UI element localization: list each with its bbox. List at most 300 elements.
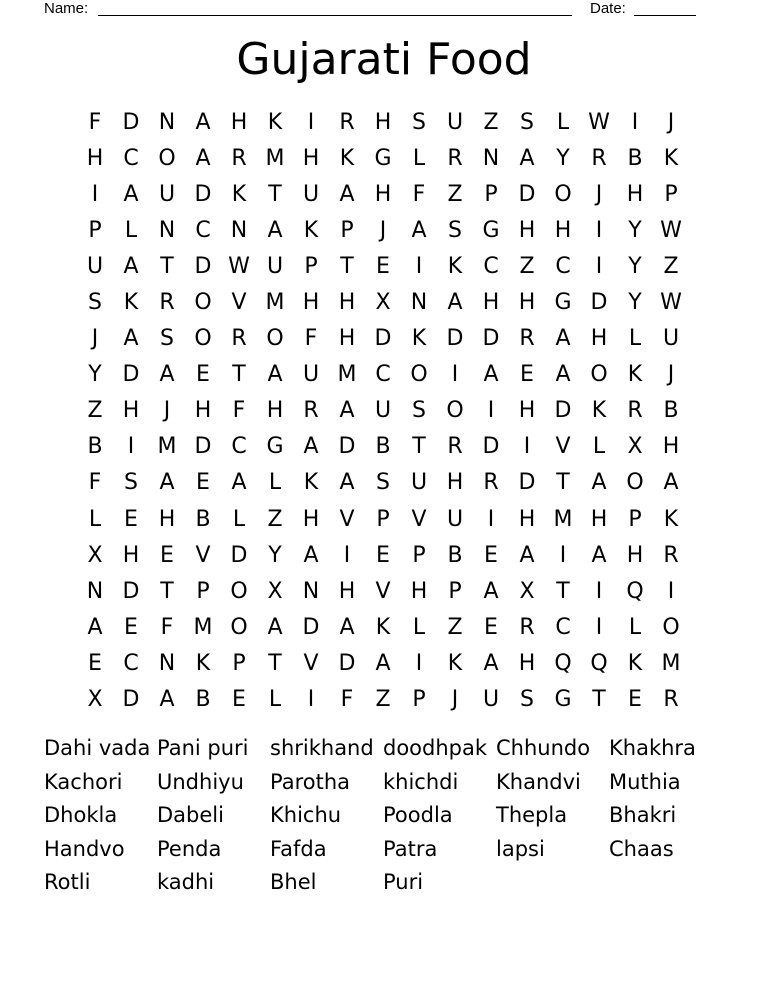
grid-letter: O <box>194 326 212 352</box>
grid-letter: L <box>124 217 138 243</box>
grid-letter: V <box>195 542 211 568</box>
grid-letter: R <box>447 145 463 171</box>
grid-letter: H <box>518 217 536 243</box>
grid-letter: R <box>483 470 499 496</box>
grid-letter: N <box>158 217 176 243</box>
grid-letter: O <box>410 362 428 388</box>
grid-letter: K <box>627 650 643 676</box>
grid-letter: O <box>554 181 572 207</box>
grid-letter: C <box>555 614 571 640</box>
grid-letter: R <box>231 326 247 352</box>
grid-letter: P <box>412 687 426 713</box>
grid-letter: A <box>555 362 571 388</box>
grid-letter: R <box>627 398 643 424</box>
grid-letter: C <box>123 650 139 676</box>
grid-letter: A <box>267 217 283 243</box>
grid-letter: P <box>88 217 102 243</box>
grid-letter: P <box>412 542 426 568</box>
grid-letter: G <box>482 217 500 243</box>
grid-letter: H <box>518 650 536 676</box>
grid-letter: V <box>339 506 355 532</box>
grid-letter: S <box>448 217 462 243</box>
grid-letter: J <box>379 217 387 243</box>
grid-letter: L <box>556 109 570 135</box>
word-list-item: Dahi vada <box>44 736 151 760</box>
grid-letter: Z <box>447 181 463 207</box>
grid-letter: U <box>266 253 284 279</box>
grid-letter: H <box>626 542 644 568</box>
grid-letter: F <box>160 614 174 640</box>
grid-letter: L <box>232 506 246 532</box>
word-list <box>44 732 722 900</box>
grid-letter: Z <box>663 253 679 279</box>
grid-letter: B <box>87 434 103 460</box>
word-list-item: Patra <box>383 836 438 861</box>
word-list-item: Dabeli <box>157 803 224 827</box>
word-list-item: Chhundo <box>496 736 591 760</box>
grid-letter: K <box>663 506 679 532</box>
grid-letter: C <box>483 253 499 279</box>
grid-letter: A <box>555 326 571 352</box>
grid-letter: H <box>194 398 212 424</box>
word-list-item: Penda <box>157 836 222 861</box>
date-label: Date: <box>590 0 626 17</box>
grid-letter: D <box>302 614 320 640</box>
grid-letter: E <box>124 506 138 532</box>
grid-letter: E <box>196 362 210 388</box>
grid-letter: X <box>267 578 283 604</box>
grid-letter: H <box>554 217 572 243</box>
grid-letter: T <box>592 687 606 713</box>
grid-letter: D <box>122 362 140 388</box>
grid-letter: V <box>231 290 247 316</box>
page-title: Gujarati Food <box>236 34 532 85</box>
grid-letter: S <box>376 470 390 496</box>
grid-letter: D <box>482 434 500 460</box>
grid-letter: A <box>123 181 139 207</box>
grid-letter: L <box>268 470 282 496</box>
word-list-item: Kachori <box>44 769 123 794</box>
grid-letter: I <box>595 217 603 243</box>
grid-letter: D <box>374 326 392 352</box>
grid-letter: B <box>447 542 463 568</box>
grid-letter: I <box>523 434 531 460</box>
grid-letter: C <box>555 253 571 279</box>
grid-letter: L <box>412 614 426 640</box>
grid-letter: Z <box>519 253 535 279</box>
grid-letter: Q <box>554 650 572 676</box>
grid-letter: R <box>591 145 607 171</box>
grid-letter: E <box>376 253 390 279</box>
grid-letter: I <box>595 253 603 279</box>
grid-letter: H <box>338 326 356 352</box>
grid-letter: R <box>339 109 355 135</box>
grid-letter: D <box>446 326 464 352</box>
grid-letter: H <box>590 506 608 532</box>
grid-letter: P <box>628 506 642 532</box>
grid-letter: L <box>268 687 282 713</box>
grid-letter: A <box>411 217 427 243</box>
grid-letter: K <box>627 362 643 388</box>
word-list-item: Thepla <box>496 803 568 827</box>
grid-letter: I <box>91 181 99 207</box>
grid-letter: X <box>519 578 535 604</box>
grid-letter: J <box>595 181 603 207</box>
date-blank-line <box>634 15 696 16</box>
grid-letter: A <box>159 362 175 388</box>
grid-letter: R <box>519 326 535 352</box>
grid-letter: L <box>628 614 642 640</box>
worksheet-header <box>0 0 768 20</box>
word-list-item: Dhokla <box>44 803 118 827</box>
word-list-item: Parotha <box>270 769 351 794</box>
grid-letter: H <box>158 506 176 532</box>
grid-letter: P <box>304 253 318 279</box>
grid-letter: G <box>266 434 284 460</box>
grid-letter: S <box>88 290 102 316</box>
grid-letter: I <box>595 614 603 640</box>
grid-letter: D <box>554 398 572 424</box>
grid-letter: K <box>123 290 139 316</box>
grid-letter: I <box>127 434 135 460</box>
grid-letter: Z <box>483 109 499 135</box>
grid-letter: C <box>375 362 391 388</box>
grid-letter: H <box>122 398 140 424</box>
grid-letter: H <box>374 181 392 207</box>
word-list-item: Khandvi <box>496 769 581 794</box>
grid-letter: Y <box>268 542 282 568</box>
name-blank-line <box>98 15 572 16</box>
word-list-item: Rotli <box>44 870 91 894</box>
grid-letter: N <box>302 578 320 604</box>
grid-letter: H <box>266 398 284 424</box>
grid-letter: R <box>663 542 679 568</box>
name-label: Name: <box>44 0 89 17</box>
grid-letter: U <box>302 362 320 388</box>
grid-letter: D <box>518 470 536 496</box>
grid-letter: L <box>412 145 426 171</box>
grid-letter: R <box>663 687 679 713</box>
grid-letter: S <box>160 326 174 352</box>
grid-letter: J <box>667 362 675 388</box>
grid-letter: H <box>590 326 608 352</box>
word-list-item: Bhakri <box>609 803 677 827</box>
grid-letter: A <box>159 470 175 496</box>
grid-letter: W <box>660 290 682 316</box>
grid-letter: P <box>484 181 498 207</box>
grid-letter: V <box>555 434 571 460</box>
grid-letter: O <box>662 614 680 640</box>
grid-letter: H <box>302 145 320 171</box>
grid-letter: C <box>195 217 211 243</box>
grid-letter: A <box>339 181 355 207</box>
grid-letter: G <box>374 145 392 171</box>
grid-letter: V <box>303 650 319 676</box>
grid-letter: C <box>123 145 139 171</box>
grid-letter: H <box>230 109 248 135</box>
grid-letter: E <box>376 542 390 568</box>
grid-letter: I <box>595 578 603 604</box>
grid-letter: X <box>627 434 643 460</box>
word-list-item: Puri <box>383 870 424 894</box>
word-list-item: lapsi <box>496 836 545 861</box>
grid-letter: P <box>664 181 678 207</box>
word-list-item: Muthia <box>609 769 681 794</box>
grid-letter: U <box>374 398 392 424</box>
grid-letter: A <box>591 470 607 496</box>
grid-letter: N <box>158 109 176 135</box>
grid-letter: W <box>228 253 250 279</box>
grid-letter: U <box>158 181 176 207</box>
grid-letter: A <box>267 614 283 640</box>
grid-letter: D <box>194 253 212 279</box>
word-list-item: Bhel <box>270 870 317 894</box>
word-list-item: Chaas <box>609 836 674 861</box>
grid-letter: R <box>303 398 319 424</box>
grid-letter: D <box>518 181 536 207</box>
grid-letter: R <box>519 614 535 640</box>
grid-letter: P <box>232 650 246 676</box>
grid-letter: H <box>302 506 320 532</box>
grid-letter: D <box>122 109 140 135</box>
grid-letter: B <box>663 398 679 424</box>
grid-letter: E <box>196 470 210 496</box>
grid-letter: S <box>124 470 138 496</box>
grid-letter: A <box>159 687 175 713</box>
grid-letter: K <box>303 470 319 496</box>
grid-letter: H <box>446 470 464 496</box>
grid-letter: U <box>302 181 320 207</box>
grid-letter: A <box>123 253 139 279</box>
word-list-item: Pani puri <box>157 736 249 760</box>
grid-letter: T <box>412 434 426 460</box>
grid-letter: B <box>195 506 211 532</box>
grid-letter: I <box>667 578 675 604</box>
grid-letter: O <box>230 614 248 640</box>
grid-letter: I <box>343 542 351 568</box>
grid-letter: A <box>303 542 319 568</box>
grid-letter: M <box>193 614 213 640</box>
grid-letter: Q <box>626 578 644 604</box>
grid-letter: N <box>482 145 500 171</box>
word-list-item: khichdi <box>383 769 459 794</box>
grid-letter: I <box>487 506 495 532</box>
grid-letter: M <box>265 145 285 171</box>
grid-letter: I <box>307 109 315 135</box>
grid-letter: A <box>195 145 211 171</box>
grid-letter: T <box>268 181 282 207</box>
grid-letter: T <box>340 253 354 279</box>
grid-letter: A <box>339 398 355 424</box>
grid-letter: E <box>628 687 642 713</box>
grid-letter: A <box>591 542 607 568</box>
grid-letter: D <box>482 326 500 352</box>
grid-letter: A <box>195 109 211 135</box>
grid-letter: T <box>556 578 570 604</box>
grid-letter: R <box>231 145 247 171</box>
grid-letter: M <box>661 650 681 676</box>
grid-letter: B <box>375 434 391 460</box>
grid-letter: F <box>232 398 246 424</box>
word-list-item: Khichu <box>270 803 342 827</box>
grid-letter: D <box>590 290 608 316</box>
grid-letter: Z <box>267 506 283 532</box>
grid-letter: H <box>518 506 536 532</box>
grid-letter: Y <box>88 362 102 388</box>
grid-letter: T <box>268 650 282 676</box>
grid-letter: O <box>626 470 644 496</box>
grid-letter: O <box>590 362 608 388</box>
grid-letter: S <box>520 687 534 713</box>
grid-letter: H <box>662 434 680 460</box>
grid-letter: O <box>158 145 176 171</box>
grid-letter: H <box>482 290 500 316</box>
grid-letter: H <box>410 578 428 604</box>
grid-letter: D <box>338 650 356 676</box>
grid-letter: D <box>194 434 212 460</box>
grid-letter: J <box>163 398 171 424</box>
word-list-item: Fafda <box>270 836 327 861</box>
grid-letter: A <box>303 434 319 460</box>
grid-letter: F <box>340 687 354 713</box>
grid-letter: E <box>88 650 102 676</box>
grid-letter: A <box>267 362 283 388</box>
grid-letter: L <box>88 506 102 532</box>
grid-letter: A <box>483 578 499 604</box>
grid-letter: U <box>446 109 464 135</box>
grid-letter: H <box>302 290 320 316</box>
grid-letter: F <box>88 470 102 496</box>
grid-letter: K <box>663 145 679 171</box>
grid-letter: P <box>376 506 390 532</box>
grid-letter: O <box>266 326 284 352</box>
grid-letter: L <box>628 326 642 352</box>
grid-letter: Y <box>556 145 570 171</box>
grid-letter: H <box>518 290 536 316</box>
grid-letter: L <box>592 434 606 460</box>
grid-letter: I <box>307 687 315 713</box>
grid-letter: W <box>588 109 610 135</box>
grid-letter: A <box>519 145 535 171</box>
grid-letter: H <box>518 398 536 424</box>
grid-letter: D <box>122 578 140 604</box>
grid-letter: A <box>519 542 535 568</box>
grid-letter: N <box>230 217 248 243</box>
grid-letter: T <box>232 362 246 388</box>
grid-letter: D <box>338 434 356 460</box>
grid-letter: A <box>339 470 355 496</box>
grid-letter: X <box>87 542 103 568</box>
grid-letter: O <box>194 290 212 316</box>
grid-letter: I <box>451 362 459 388</box>
word-list-item: doodhpak <box>383 736 488 760</box>
grid-letter: H <box>626 181 644 207</box>
grid-letter: R <box>447 434 463 460</box>
grid-letter: I <box>415 253 423 279</box>
grid-letter: E <box>520 362 534 388</box>
grid-letter: J <box>91 326 99 352</box>
grid-letter: M <box>337 362 357 388</box>
grid-letter: H <box>338 290 356 316</box>
grid-letter: Y <box>628 217 642 243</box>
grid-letter: V <box>411 506 427 532</box>
grid-letter: U <box>410 470 428 496</box>
letter-grid <box>77 104 689 718</box>
grid-letter: S <box>412 398 426 424</box>
word-list-item: kadhi <box>157 870 215 894</box>
grid-letter: I <box>631 109 639 135</box>
grid-letter: D <box>194 181 212 207</box>
grid-letter: Z <box>87 398 103 424</box>
grid-letter: J <box>451 687 459 713</box>
grid-letter: K <box>591 398 607 424</box>
grid-letter: T <box>160 578 174 604</box>
grid-letter: N <box>158 650 176 676</box>
grid-letter: H <box>122 542 140 568</box>
grid-letter: K <box>447 253 463 279</box>
grid-letter: G <box>554 687 572 713</box>
grid-letter: X <box>375 290 391 316</box>
grid-letter: A <box>483 650 499 676</box>
grid-letter: P <box>448 578 462 604</box>
grid-letter: K <box>411 326 427 352</box>
grid-letter: K <box>231 181 247 207</box>
grid-letter: Y <box>628 253 642 279</box>
grid-letter: P <box>340 217 354 243</box>
grid-letter: A <box>663 470 679 496</box>
grid-letter: U <box>446 506 464 532</box>
grid-letter: E <box>160 542 174 568</box>
grid-letter: R <box>159 290 175 316</box>
word-list-item: Undhiyu <box>157 769 244 794</box>
grid-letter: U <box>662 326 680 352</box>
grid-letter: X <box>87 687 103 713</box>
grid-letter: Q <box>590 650 608 676</box>
grid-letter: U <box>482 687 500 713</box>
grid-letter: N <box>410 290 428 316</box>
grid-letter: A <box>339 614 355 640</box>
grid-letter: Y <box>628 290 642 316</box>
grid-letter: K <box>375 614 391 640</box>
word-list-item: Handvo <box>44 836 125 861</box>
grid-letter: I <box>415 650 423 676</box>
grid-letter: S <box>520 109 534 135</box>
grid-letter: K <box>267 109 283 135</box>
word-list-item: Poodla <box>383 803 453 827</box>
grid-letter: M <box>265 290 285 316</box>
grid-letter: T <box>160 253 174 279</box>
grid-letter: N <box>86 578 104 604</box>
grid-letter: E <box>124 614 138 640</box>
grid-letter: B <box>627 145 643 171</box>
grid-letter: K <box>195 650 211 676</box>
grid-letter: Z <box>447 614 463 640</box>
word-list-item: Khakhra <box>609 736 696 760</box>
grid-letter: A <box>483 362 499 388</box>
grid-letter: F <box>304 326 318 352</box>
grid-letter: V <box>375 578 391 604</box>
grid-letter: G <box>554 290 572 316</box>
grid-letter: Z <box>375 687 391 713</box>
grid-letter: K <box>303 217 319 243</box>
grid-letter: B <box>195 687 211 713</box>
grid-letter: U <box>86 253 104 279</box>
grid-letter: K <box>447 650 463 676</box>
grid-letter: S <box>412 109 426 135</box>
grid-letter: A <box>231 470 247 496</box>
grid-letter: A <box>375 650 391 676</box>
grid-letter: M <box>553 506 573 532</box>
